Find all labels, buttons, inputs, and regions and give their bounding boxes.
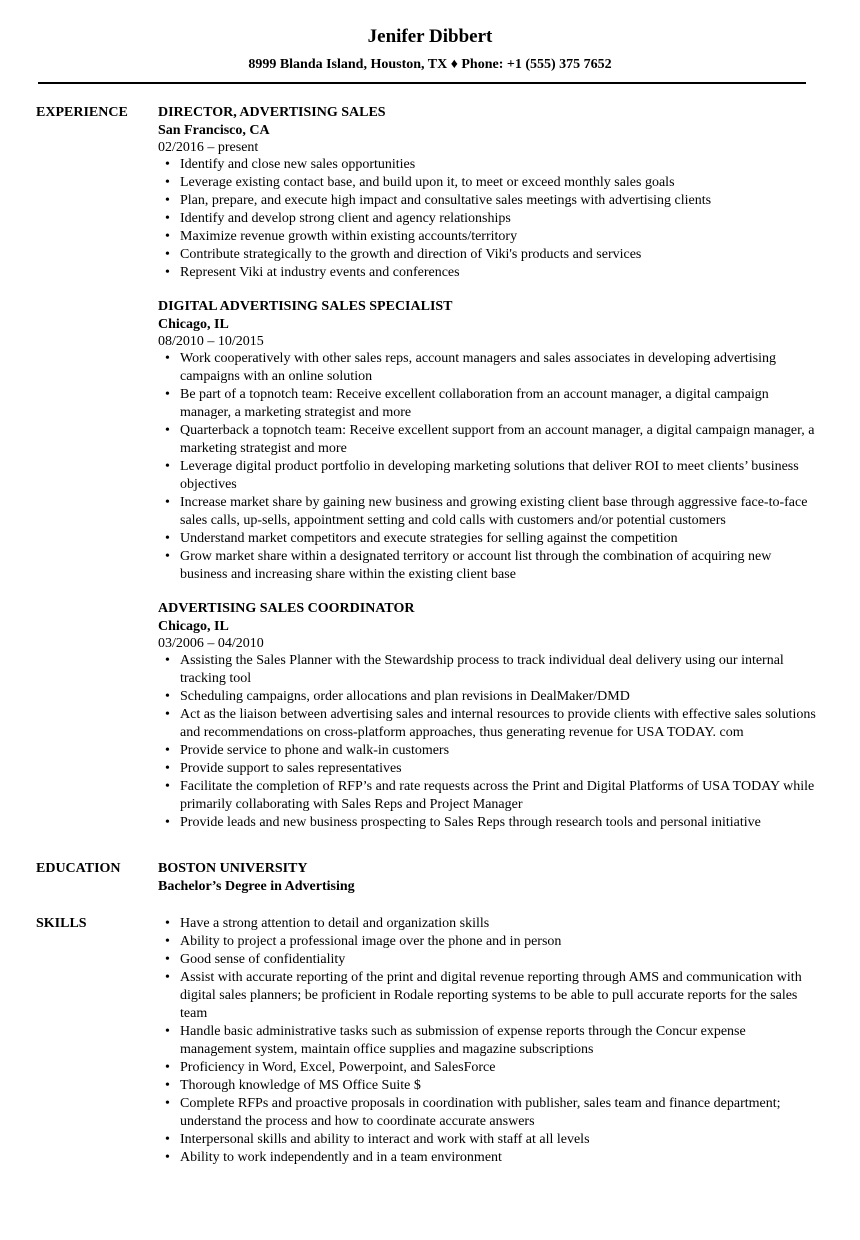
experience-heading: EXPERIENCE: [36, 105, 128, 120]
school-name: BOSTON UNIVERSITY: [158, 861, 308, 876]
job-location: Chicago, IL: [158, 619, 229, 634]
skills-heading: SKILLS: [36, 916, 87, 931]
job-dates: 02/2016 – present: [158, 140, 259, 155]
skill-item: • Ability to project a professional image over the phone and in person: [158, 933, 820, 951]
bullet-item: • Facilitate the completion of RFP’s and rate requests across the Print and Digital Platforms of USA TODAY while primarily collaborating with Sales Reps and Project Manager: [158, 778, 820, 814]
job-dates: 03/2006 – 04/2010: [158, 636, 264, 651]
skill-item: • Proficiency in Word, Excel, Powerpoint, and SalesForce: [158, 1059, 820, 1077]
bullet-item: • Provide leads and new business prospecting to Sales Reps through research tools and personal initiative: [158, 814, 820, 832]
experience-section: [0, 104, 860, 832]
bullet-item: • Be part of a topnotch team: Receive excellent collaboration from an account manager, a digital campaign manager, a marketing strategist and more: [158, 386, 820, 422]
skill-item: • Have a strong attention to detail and organization skills: [158, 915, 820, 933]
education-section: [0, 860, 860, 895]
skill-item: • Handle basic administrative tasks such as submission of expense reports through the Concur expense management system, maintain office supplies and magazine subscriptions: [158, 1023, 820, 1059]
bullet-item: • Assisting the Sales Planner with the Stewardship process to track individual deal delivery using our internal tracking tool: [158, 652, 820, 688]
skill-item: • Complete RFPs and proactive proposals in coordination with publisher, sales team and finance department; understand the process and how to coordinate accurate answers: [158, 1095, 820, 1131]
skill-item: • Ability to work independently and in a team environment: [158, 1149, 820, 1167]
candidate-name: Jenifer Dibbert: [367, 26, 493, 47]
job-entry: [158, 298, 820, 584]
bullet-item: • Identify and close new sales opportunities: [158, 156, 820, 174]
job-title: DIGITAL ADVERTISING SALES SPECIALIST: [158, 299, 453, 314]
job-bullets: [158, 350, 820, 584]
bullet-item: • Leverage digital product portfolio in developing marketing solutions that deliver ROI to meet clients’ business objectives: [158, 458, 820, 494]
job-entry: [158, 600, 820, 832]
bullet-item: • Understand market competitors and execute strategies for selling against the competition: [158, 530, 820, 548]
resume-header: [0, 0, 860, 74]
header-divider: [38, 82, 806, 84]
bullet-item: • Identify and develop strong client and agency relationships: [158, 210, 820, 228]
bullet-item: • Quarterback a topnotch team: Receive excellent support from an account manager, a digital campaign manager, a marketing strategist and more: [158, 422, 820, 458]
bullet-item: • Work cooperatively with other sales reps, account managers and sales associates in developing advertising campaigns with an online solution: [158, 350, 820, 386]
degree: Bachelor’s Degree in Advertising: [158, 879, 355, 894]
skills-section: [0, 915, 860, 1167]
skill-item: • Thorough knowledge of MS Office Suite $: [158, 1077, 820, 1095]
bullet-item: • Grow market share within a designated territory or account list through the combination of acquiring new business and increasing share within the existing client base: [158, 548, 820, 584]
skills-list: [158, 915, 820, 1167]
bullet-item: • Maximize revenue growth within existing accounts/territory: [158, 228, 820, 246]
bullet-item: • Leverage existing contact base, and build upon it, to meet or exceed monthly sales goals: [158, 174, 820, 192]
bullet-item: • Provide service to phone and walk-in customers: [158, 742, 820, 760]
bullet-item: • Plan, prepare, and execute high impact and consultative sales meetings with advertising clients: [158, 192, 820, 210]
job-location: Chicago, IL: [158, 317, 229, 332]
job-title: ADVERTISING SALES COORDINATOR: [158, 601, 415, 616]
bullet-item: • Increase market share by gaining new business and growing existing client base through aggressive face-to-face sales calls, up-sells, appointment setting and cold calls with customers and/or potential customers: [158, 494, 820, 530]
education-heading: EDUCATION: [36, 861, 121, 876]
contact-line: 8999 Blanda Island, Houston, TX ♦ Phone: +1 (555) 375 7652: [248, 57, 612, 72]
job-dates: 08/2010 – 10/2015: [158, 334, 264, 349]
skill-item: • Interpersonal skills and ability to interact and work with staff at all levels: [158, 1131, 820, 1149]
job-entry: [158, 104, 820, 282]
skill-item: • Good sense of confidentiality: [158, 951, 820, 969]
skill-item: • Assist with accurate reporting of the print and digital revenue reporting through AMS and communication with digital sales planners; be proficient in Rodale reporting systems to be able to pull accurate reports for the sales team: [158, 969, 820, 1023]
job-bullets: [158, 652, 820, 832]
bullet-item: • Contribute strategically to the growth and direction of Viki's products and services: [158, 246, 820, 264]
bullet-item: • Scheduling campaigns, order allocations and plan revisions in DealMaker/DMD: [158, 688, 820, 706]
job-location: San Francisco, CA: [158, 123, 270, 138]
bullet-item: • Act as the liaison between advertising sales and internal resources to provide clients with effective sales solutions and recommendations on cross-platform approaches, thus generating revenue for USA TODAY. com: [158, 706, 820, 742]
bullet-item: • Represent Viki at industry events and conferences: [158, 264, 820, 282]
job-title: DIRECTOR, ADVERTISING SALES: [158, 105, 386, 120]
job-bullets: [158, 156, 820, 282]
bullet-item: • Provide support to sales representatives: [158, 760, 820, 778]
